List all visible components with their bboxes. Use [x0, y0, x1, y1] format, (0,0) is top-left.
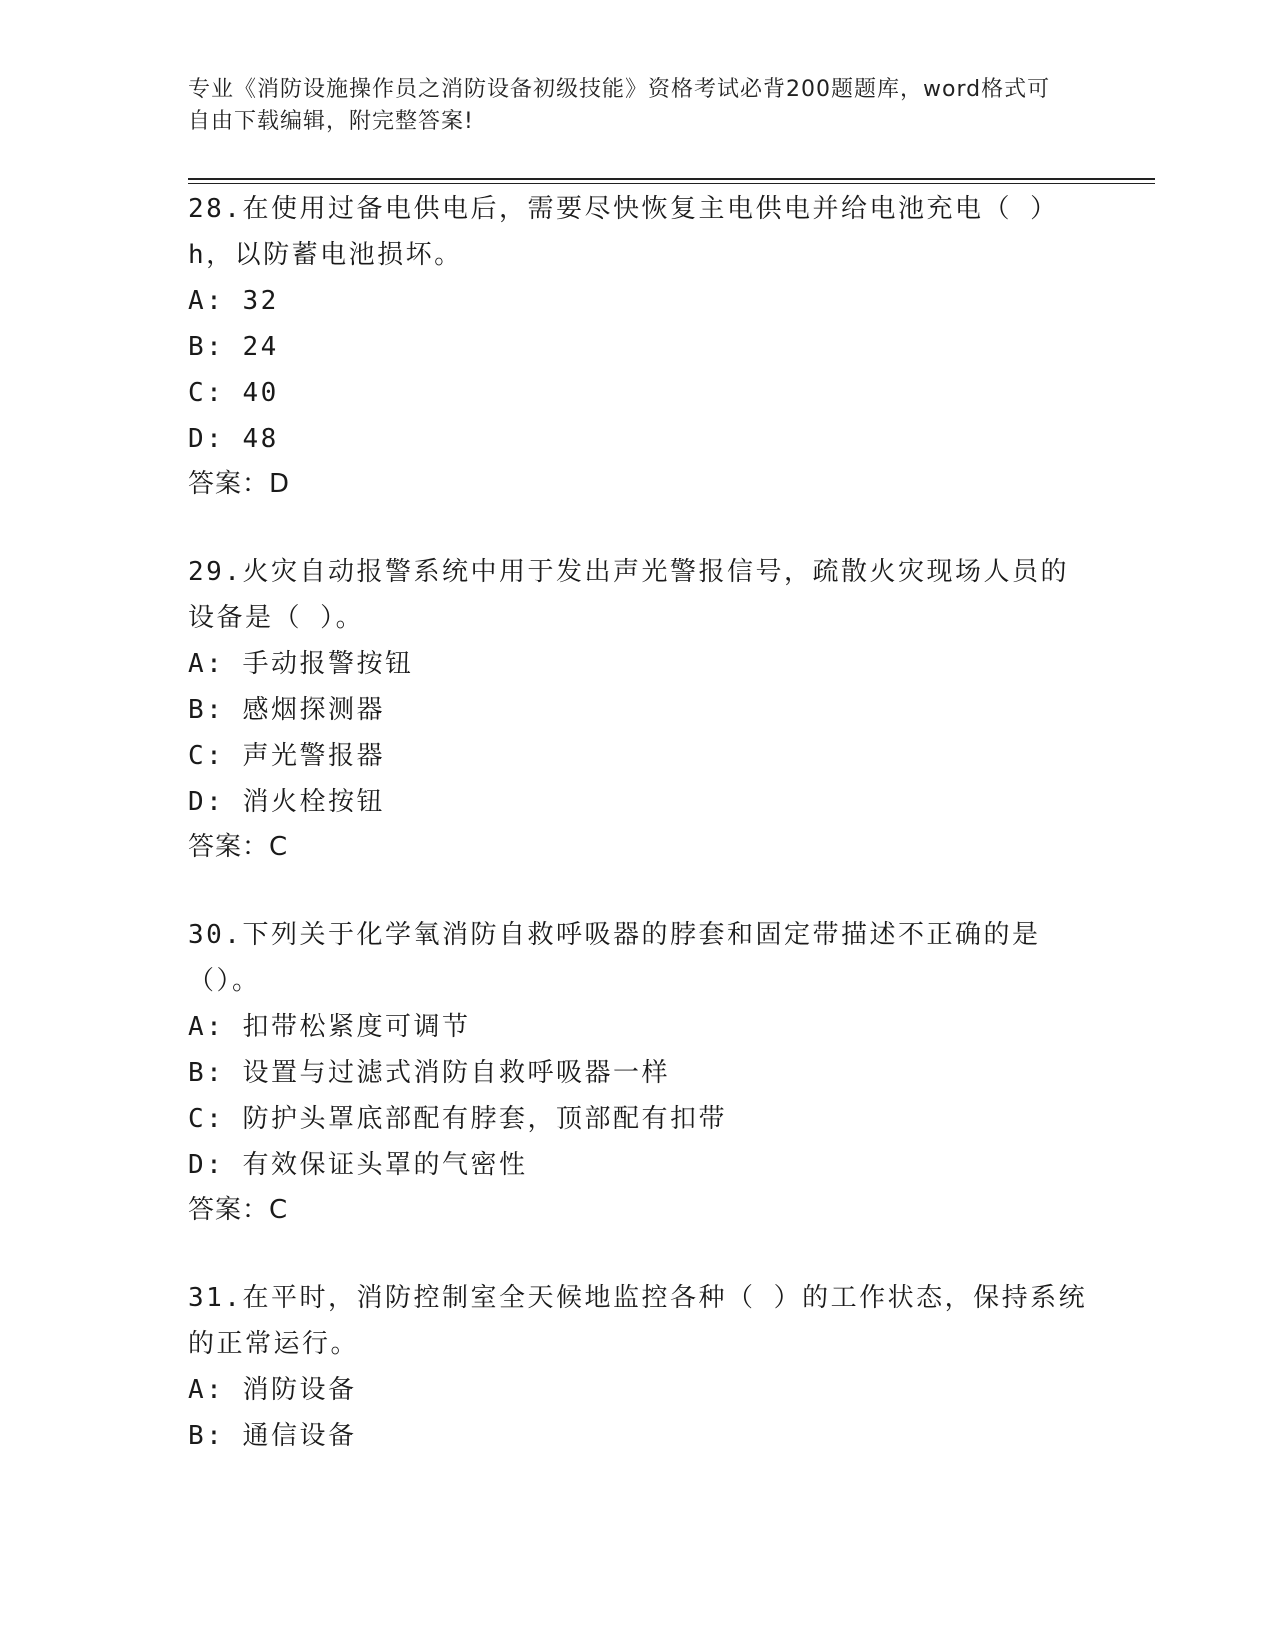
option-d: D: 消火栓按钮: [188, 787, 385, 817]
answer-line: 答案：C: [188, 1195, 289, 1225]
option-b: B: 24: [188, 332, 279, 362]
option-d: D: 48: [188, 424, 279, 454]
option-c: C: 声光警报器: [188, 741, 385, 771]
answer-line: 答案：C: [188, 832, 289, 862]
question-stem: 29.火灾自动报警系统中用于发出声光警报信号，疏散火灾现场人员的设备是（ ）。: [188, 557, 1069, 633]
document-header: 专业《消防设施操作员之消防设备初级技能》资格考试必背200题题库，word格式可自由下载编辑，附完整答案!: [188, 77, 1051, 134]
option-a: A: 消防设备: [188, 1375, 357, 1405]
question-28: [188, 186, 1088, 506]
option-c: C: 防护头罩底部配有脖套，顶部配有扣带: [188, 1104, 727, 1134]
option-b: B: 通信设备: [188, 1421, 357, 1451]
question-30: [188, 912, 1088, 1232]
header-rule-thick: [188, 178, 1155, 180]
option-a: A: 扣带松紧度可调节: [188, 1012, 471, 1042]
option-a: A: 手动报警按钮: [188, 649, 414, 679]
question-stem: 28.在使用过备电供电后，需要尽快恢复主电供电并给电池充电（ ）h，以防蓄电池损坏。: [188, 194, 1059, 270]
option-b: B: 设置与过滤式消防自救呼吸器一样: [188, 1058, 670, 1088]
option-b: B: 感烟探测器: [188, 695, 385, 725]
question-stem: 31.在平时，消防控制室全天候地监控各种（ ）的工作状态，保持系统的正常运行。: [188, 1283, 1088, 1359]
question-31: [188, 1275, 1088, 1459]
option-d: D: 有效保证头罩的气密性: [188, 1150, 528, 1180]
header-rule-thin: [188, 183, 1155, 184]
question-stem: 30.下列关于化学氧消防自救呼吸器的脖套和固定带描述不正确的是（）。: [188, 920, 1041, 996]
option-a: A: 32: [188, 286, 279, 316]
question-list: [188, 186, 1088, 1502]
answer-line: 答案：D: [188, 469, 291, 499]
option-c: C: 40: [188, 378, 279, 408]
question-29: [188, 549, 1088, 869]
